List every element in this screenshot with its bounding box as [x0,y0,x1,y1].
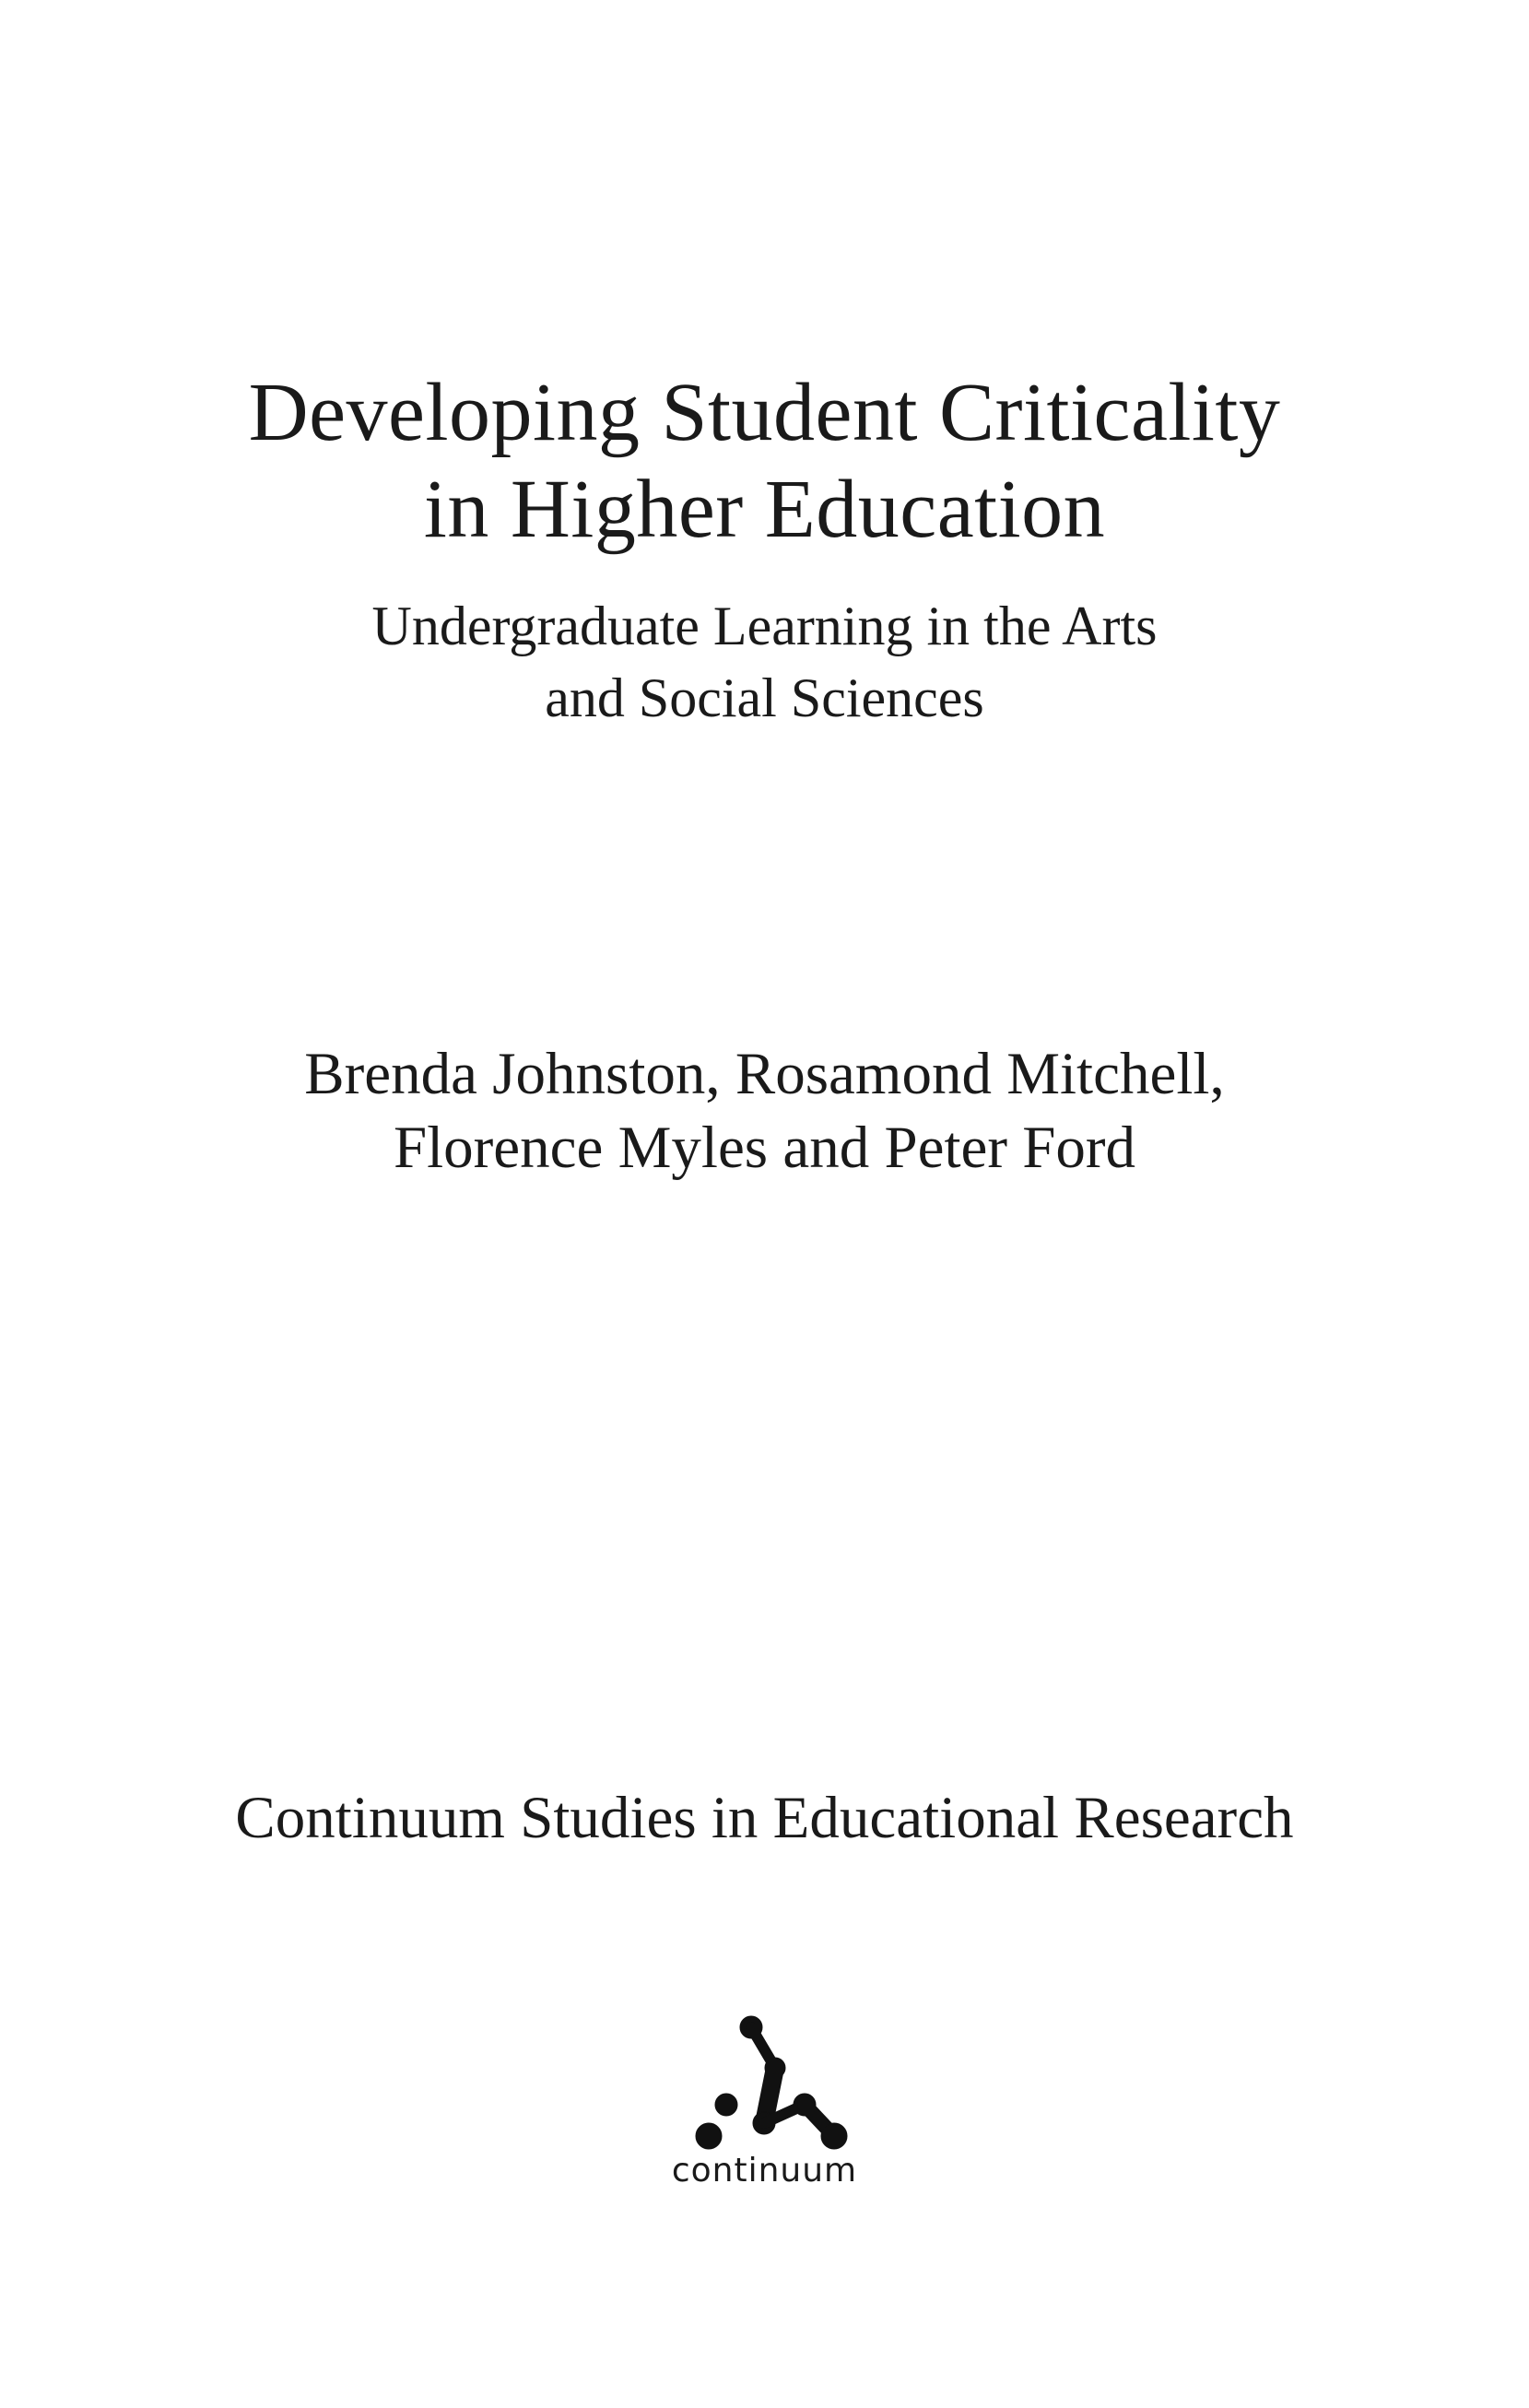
book-authors [0,1037,1529,1185]
series-name [0,1781,1529,1855]
book-subtitle [0,590,1529,734]
authors-line-2: Florence Myles and Peter Ford [393,1115,1136,1181]
publisher-wordmark-text: continuum [671,2152,858,2190]
publisher-wordmark [0,2153,1529,2190]
series-name-text: Continuum Studies in Educational Research [235,1785,1294,1851]
authors-line-1: Brenda Johnston, Rosamond Mitchell, [304,1041,1225,1107]
book-title-line-2: in Higher Education [423,464,1106,555]
book-title [0,364,1529,558]
book-subtitle-line-1: Undergraduate Learning in the Arts [371,596,1158,656]
book-title-line-1: Developing Student Criticality [248,367,1281,458]
book-subtitle-line-2: and Social Sciences [545,667,984,728]
